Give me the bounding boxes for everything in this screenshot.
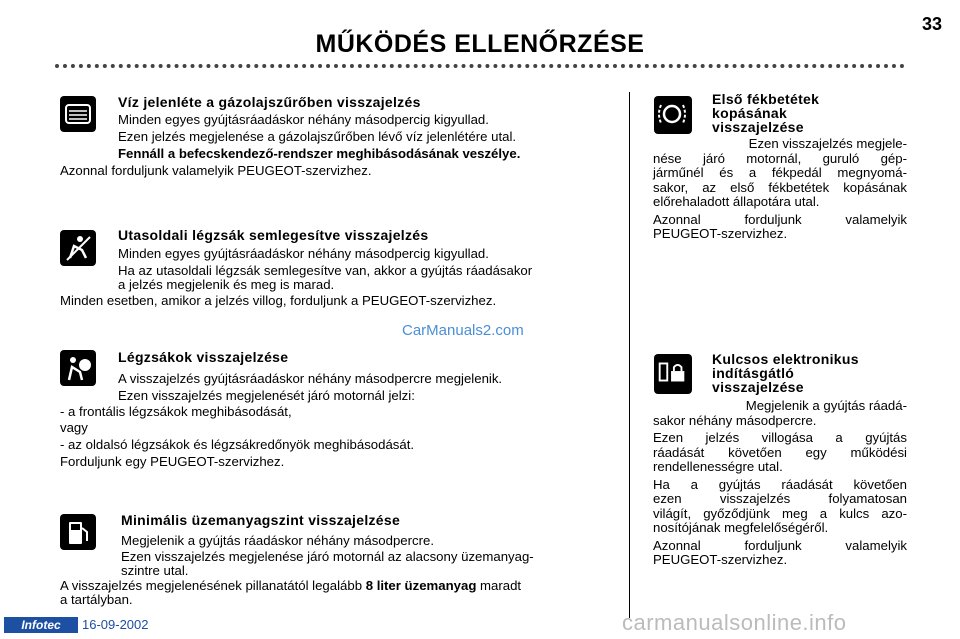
- immobiliser-line-7: ezen visszajelzés folyamatosan: [653, 491, 907, 506]
- immobiliser-key-lock-icon: [654, 354, 692, 394]
- water-text-1: Minden egyes gyújtásráadáskor néhány másodpercig kigyullad.: [118, 112, 489, 127]
- brakes-line-2: nése járó motornál, guruló gép-: [653, 150, 907, 166]
- column-divider: [629, 92, 630, 618]
- airbags-text-1: A visszajelzés gyújtásráadáskor néhány másodpercre megjelenik.: [118, 371, 503, 386]
- immobiliser-line-3: Ezen jelzés villogása a gyújtás: [653, 430, 907, 445]
- fuel-heading: Minimális üzemanyagszint visszajelzése: [121, 512, 401, 528]
- footer-date: 16-09-2002: [82, 617, 149, 632]
- immobiliser-line-6: Ha a gyújtás ráadását követően: [653, 476, 907, 492]
- passenger-airbag-text-2b: a jelzés megjelenik és meg is marad.: [118, 277, 335, 292]
- immobiliser-body: [653, 399, 907, 568]
- immobiliser-heading-1: Kulcsos elektronikus: [712, 351, 859, 367]
- watermark-carmanualsonline: carmanualsonline.info: [622, 610, 847, 635]
- brakes-body: [653, 137, 907, 242]
- page-number: 33: [921, 14, 942, 34]
- fuel-text-3d: a tartályban.: [60, 592, 133, 607]
- brakes-heading-1: Első fékbetétek: [712, 91, 820, 107]
- fuel-pump-icon: [60, 514, 96, 550]
- airbag-icon: [60, 350, 96, 386]
- water-text-2: Ezen jelzés megjelenése a gázolajszűrőben lévő víz jelenlétére utal.: [118, 129, 517, 144]
- immobiliser-line-4: ráadását követően egy működési: [653, 444, 907, 460]
- brakes-line-3: járműnél és a fékpedál megnyomá-: [653, 165, 907, 180]
- brakes-line-5: előrehaladott állapotára utal.: [653, 194, 820, 209]
- brakes-heading: [712, 92, 819, 134]
- fuel-text-2b: szintre utal.: [121, 563, 189, 578]
- fuel-text-3a: A visszajelzés megjelenésének pillanatától legalább: [60, 578, 366, 593]
- immobiliser-line-11: PEUGEOT-szervizhez.: [653, 552, 788, 567]
- passenger-airbag-text-1: Minden egyes gyújtásráadáskor néhány másodpercig kigyullad.: [118, 246, 489, 261]
- immobiliser-line-1: Megjelenik a gyújtás ráadá-: [745, 398, 907, 413]
- airbags-list-3: - az oldalsó légzsákok és légzsákredőnyök meghibásodását.: [60, 437, 415, 452]
- airbags-text-2: Ezen visszajelzés megjelenését járó motornál jelzi:: [118, 388, 415, 403]
- fuel-amount: 8 liter üzemanyag: [365, 578, 477, 593]
- brakes-heading-3: visszajelzése: [712, 119, 804, 135]
- fuel-text-1: Megjelenik a gyújtás ráadáskor néhány másodpercre.: [121, 533, 435, 548]
- immobiliser-line-8: világít, győződjünk meg a kulcs azo-: [653, 505, 907, 521]
- fuel-text-3c: maradt: [476, 578, 522, 593]
- passenger-airbag-text-2a: Ha az utasoldali légzsák semlegesítve van, akkor a gyújtás ráadásakor: [118, 263, 533, 278]
- immobiliser-line-2: sakor néhány másodpercre.: [653, 412, 817, 428]
- immobiliser-line-10: Azonnal forduljunk valamelyik: [653, 537, 907, 553]
- immobiliser-line-9: nosítójának megfelelőségéről.: [653, 520, 829, 535]
- brakes-heading-2: kopásának: [712, 105, 788, 121]
- water-heading: Víz jelenléte a gázolajszűrőben visszajelzés: [118, 94, 421, 110]
- immobiliser-heading-2: indításgátló: [712, 365, 795, 381]
- airbags-list-1: - a frontális légzsákok meghibásodását,: [60, 404, 292, 419]
- brakes-line-7: PEUGEOT-szervizhez.: [653, 226, 788, 241]
- water-in-fuel-filter-icon: [60, 96, 96, 132]
- watermark-carmanuals: CarManuals2.com: [402, 322, 524, 339]
- brakes-line-1: Ezen visszajelzés megjele-: [748, 136, 907, 151]
- passenger-airbag-text-3: Minden esetben, amikor a jelzés villog, forduljunk a PEUGEOT-szervizhez.: [60, 293, 497, 308]
- brake-pad-wear-icon: [654, 96, 692, 134]
- airbags-list-2: vagy: [60, 420, 88, 435]
- water-text-4: Azonnal forduljunk valamelyik PEUGEOT-szervizhez.: [60, 163, 372, 178]
- infotec-logo: Infotec: [4, 617, 78, 633]
- brakes-line-6: Azonnal forduljunk valamelyik: [653, 211, 907, 227]
- brakes-line-4: sakor, az első fékbetétek kopásának: [653, 179, 907, 195]
- passenger-airbag-heading: Utasoldali légzsák semlegesítve visszajelzés: [118, 227, 429, 243]
- fuel-text-2a: Ezen visszajelzés megjelenése járó motornál az alacsony üzemanyag-: [121, 549, 534, 564]
- airbags-heading: Légzsákok visszajelzése: [118, 349, 289, 365]
- passenger-airbag-off-icon: [60, 230, 96, 266]
- dotted-divider: [55, 64, 905, 68]
- immobiliser-line-5: rendellenességre utal.: [653, 459, 783, 474]
- immobiliser-heading-3: visszajelzése: [712, 379, 804, 395]
- water-warning: Fennáll a befecskendező-rendszer meghibásodásának veszélye.: [118, 146, 521, 161]
- immobiliser-heading: [712, 352, 859, 394]
- airbags-list-4: Forduljunk egy PEUGEOT-szervizhez.: [60, 454, 285, 469]
- page-title: MŰKÖDÉS ELLENŐRZÉSE: [315, 30, 645, 58]
